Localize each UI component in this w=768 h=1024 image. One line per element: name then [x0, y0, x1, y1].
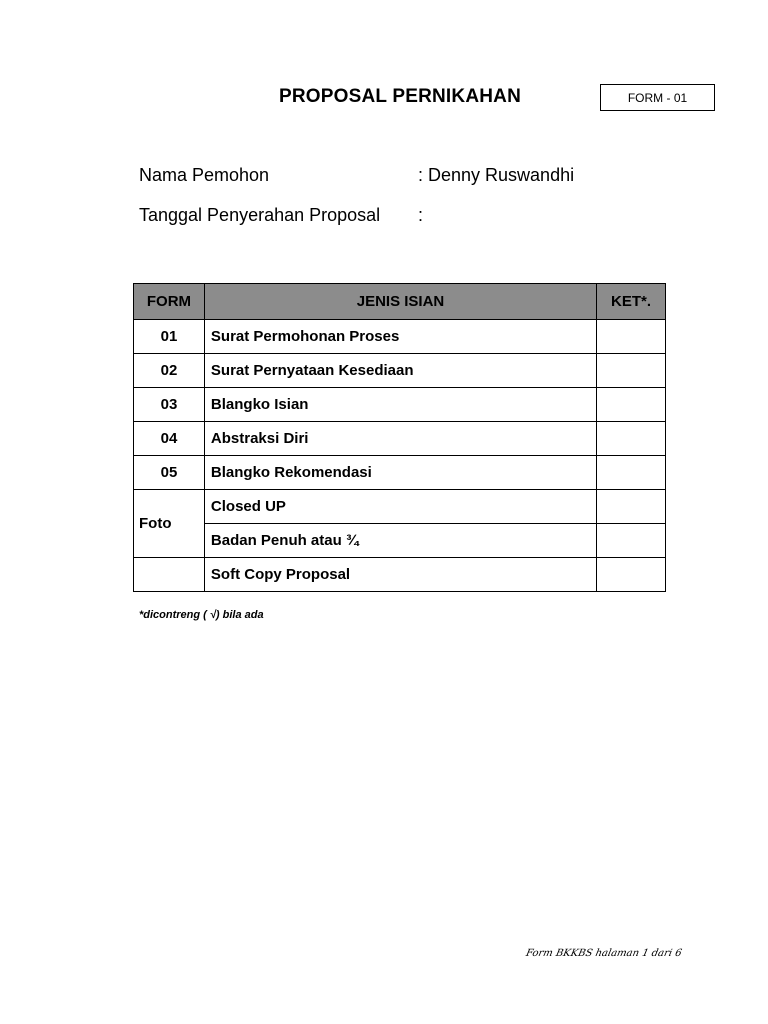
checkmark-cell[interactable]: [597, 320, 666, 354]
table-row: [134, 422, 666, 456]
checkmark-cell[interactable]: [597, 456, 666, 490]
form-number-cell: 03: [134, 388, 205, 422]
item-name-cell: Blangko Isian: [204, 388, 596, 422]
document-title: PROPOSAL PERNIKAHAN: [278, 86, 522, 107]
applicant-name-value: : Denny Ruswandhi: [418, 165, 575, 185]
item-name-cell: Closed UP: [204, 490, 596, 524]
column-header-form: FORM: [134, 284, 205, 320]
table-row: [134, 388, 666, 422]
checkmark-cell[interactable]: [597, 490, 666, 524]
table-header-row: [134, 284, 666, 320]
checkmark-cell[interactable]: [597, 388, 666, 422]
applicant-name-label: Nama Pemohon: [139, 165, 270, 185]
table-row: [134, 456, 666, 490]
table-row: [134, 320, 666, 354]
checkmark-cell[interactable]: [597, 422, 666, 456]
form-number-cell: 01: [134, 320, 205, 354]
form-code-box: FORM - 01: [600, 84, 715, 111]
column-header-jenis: JENIS ISIAN: [204, 284, 596, 320]
footnote: *dicontreng ( √) bila ada: [139, 609, 264, 621]
item-name-cell: Abstraksi Diri: [204, 422, 596, 456]
table-row: [134, 490, 666, 524]
item-name-cell: Surat Pernyataan Kesediaan: [204, 354, 596, 388]
table-row: [134, 354, 666, 388]
checklist-table: [133, 283, 666, 592]
checkmark-cell[interactable]: [597, 354, 666, 388]
checkmark-cell[interactable]: [597, 524, 666, 558]
column-header-ket: KET*.: [597, 284, 666, 320]
table-row: [134, 558, 666, 592]
checkmark-cell[interactable]: [597, 558, 666, 592]
item-name-cell: Blangko Rekomendasi: [204, 456, 596, 490]
form-number-cell: 02: [134, 354, 205, 388]
form-number-cell: [134, 558, 205, 592]
table-row: [134, 524, 666, 558]
foto-group-cell: Foto: [134, 490, 205, 558]
submission-date-value: :: [418, 205, 424, 225]
item-name-cell: Surat Permohonan Proses: [204, 320, 596, 354]
form-number-cell: 04: [134, 422, 205, 456]
submission-date-label: Tanggal Penyerahan Proposal: [139, 205, 381, 225]
page-footer: Form BKKBS halaman 1 dari 6: [524, 948, 683, 959]
item-name-cell: Badan Penuh atau ¾: [204, 524, 596, 558]
item-name-cell: Soft Copy Proposal: [204, 558, 596, 592]
form-number-cell: 05: [134, 456, 205, 490]
